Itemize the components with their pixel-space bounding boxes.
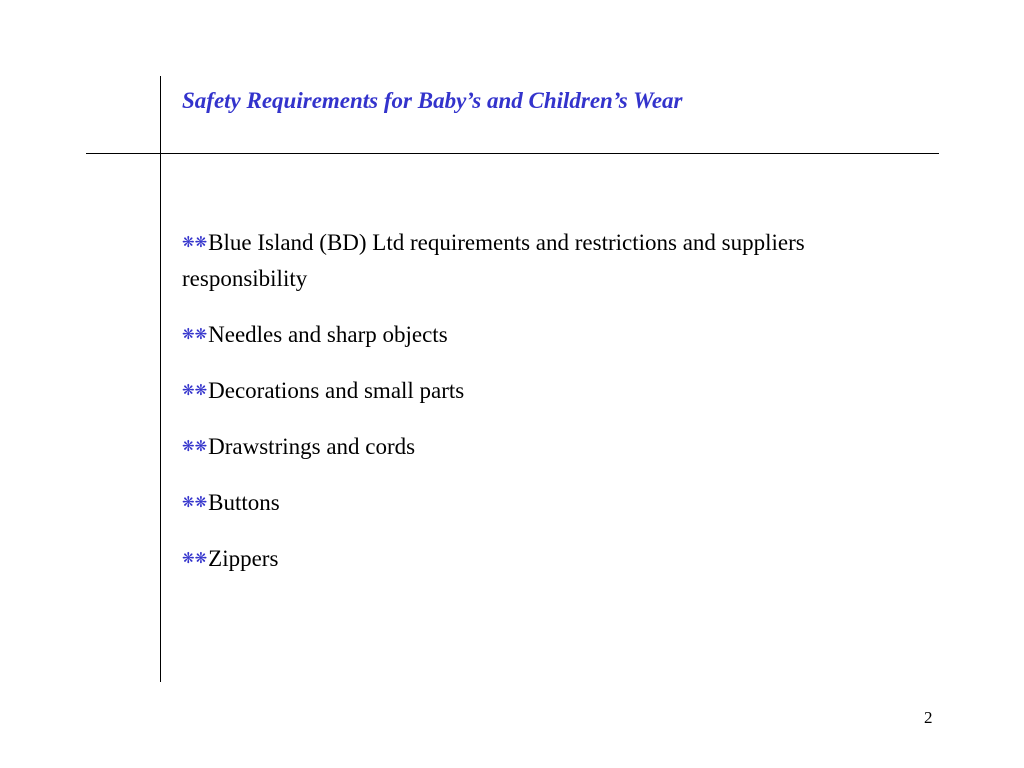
slide-title: Safety Requirements for Baby’s and Children’s Wear <box>182 88 683 113</box>
asterisk-bullet-icon: ❋❋ <box>182 493 208 511</box>
bullet-text: Blue Island (BD) Ltd requirements and restrictions and suppliers responsibility <box>182 230 805 291</box>
asterisk-bullet-icon: ❋❋ <box>182 437 208 455</box>
list-item <box>182 484 882 521</box>
list-item <box>182 540 882 577</box>
asterisk-bullet-icon: ❋❋ <box>182 233 208 251</box>
vertical-rule <box>160 76 161 682</box>
bullet-list <box>182 224 882 596</box>
bullet-text: Needles and sharp objects <box>208 322 448 347</box>
asterisk-bullet-icon: ❋❋ <box>182 381 208 399</box>
list-item <box>182 224 882 297</box>
bullet-text: Decorations and small parts <box>208 378 465 403</box>
bullet-text: Drawstrings and cords <box>208 434 416 459</box>
list-item <box>182 316 882 353</box>
list-item <box>182 372 882 409</box>
asterisk-bullet-icon: ❋❋ <box>182 325 208 343</box>
page-number: 2 <box>924 708 933 727</box>
horizontal-rule <box>86 153 939 154</box>
asterisk-bullet-icon: ❋❋ <box>182 549 208 567</box>
list-item <box>182 428 882 465</box>
bullet-text: Buttons <box>208 490 280 515</box>
bullet-text: Zippers <box>208 546 279 571</box>
